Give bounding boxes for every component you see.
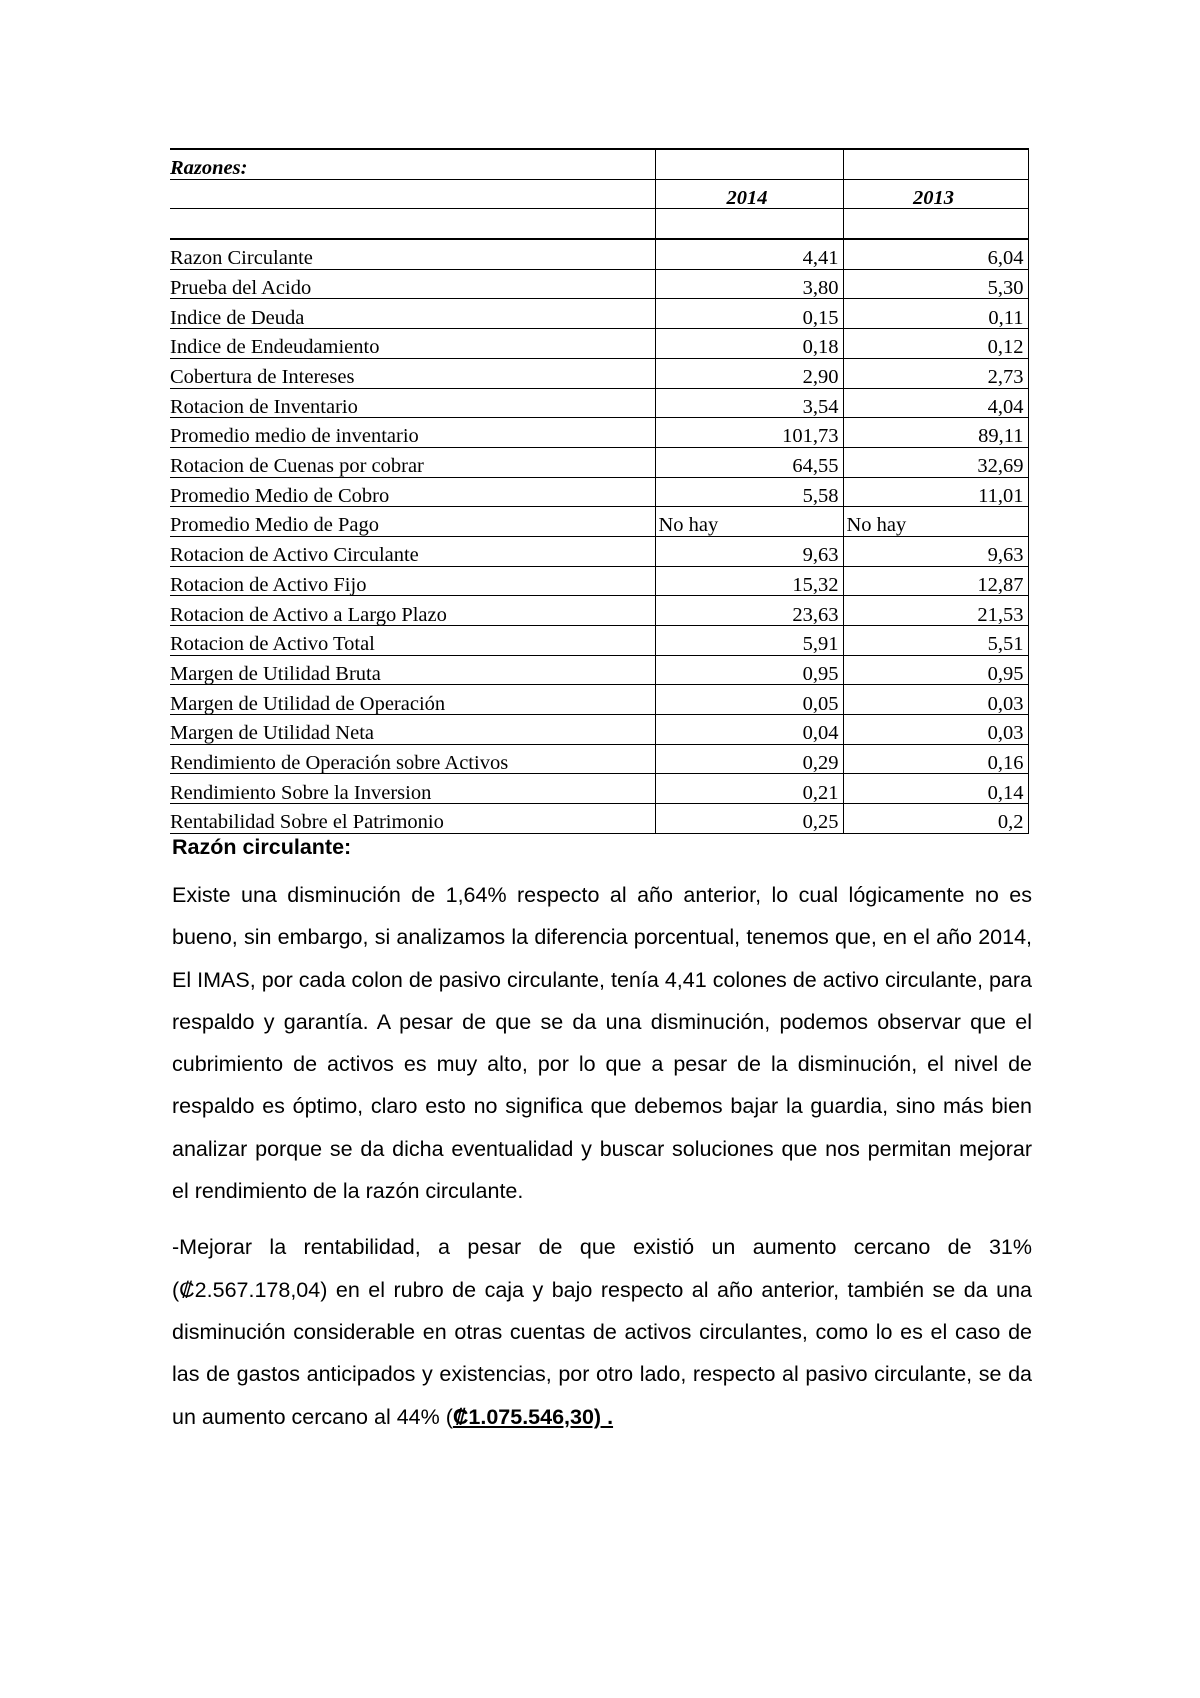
header-empty-cell (843, 209, 1028, 239)
value-2013: No hay (843, 507, 1028, 537)
value-2013: 2,73 (843, 358, 1028, 388)
year-header-row (170, 179, 1028, 209)
ratio-name: Indice de Endeudamiento (170, 329, 655, 359)
value-2013: 89,11 (843, 418, 1028, 448)
ratio-name: Margen de Utilidad Neta (170, 715, 655, 745)
table-title-row (170, 149, 1028, 179)
table-row (170, 299, 1028, 329)
value-2013: 0,2 (843, 804, 1028, 834)
value-2014: 5,58 (655, 477, 843, 507)
value-2014: 3,54 (655, 388, 843, 418)
section-heading: Razón circulante: (172, 835, 352, 859)
ratio-name: Promedio Medio de Pago (170, 507, 655, 537)
value-2014: 0,25 (655, 804, 843, 834)
table-row (170, 507, 1028, 537)
analysis-paragraph-2 (172, 1226, 1032, 1437)
ratio-name: Rotacion de Activo Fijo (170, 566, 655, 596)
ratio-name: Rotacion de Activo Circulante (170, 536, 655, 566)
value-2013: 12,87 (843, 566, 1028, 596)
value-2013: 5,30 (843, 269, 1028, 299)
value-2014: 0,15 (655, 299, 843, 329)
table-row (170, 685, 1028, 715)
year-header-2013: 2013 (843, 179, 1028, 209)
ratio-name: Rendimiento de Operación sobre Activos (170, 744, 655, 774)
table-row (170, 566, 1028, 596)
ratio-name: Razon Circulante (170, 239, 655, 269)
value-2014: 23,63 (655, 596, 843, 626)
table-title: Razones: (170, 149, 655, 179)
table-row (170, 744, 1028, 774)
header-empty-cell (170, 209, 655, 239)
table-row (170, 655, 1028, 685)
value-2013: 11,01 (843, 477, 1028, 507)
analysis-paragraph-1: Existe una disminución de 1,64% respecto al año anterior, lo cual lógicamente no es bueno, sin embargo, si analizamos la diferencia porcentual, tenemos que, en el año 2014, El IMAS, por cada colon de pasivo circulante, tenía 4,41 colones de activo circulante, para respaldo y garantía. A pesar de que se da una disminución, podemos observar que el cubrimiento de activos es muy alto, por lo que a pesar de la disminución, el nivel de respaldo es óptimo, claro esto no significa que debemos bajar la guardia, sino más bien analizar porque se da dicha eventualidad y buscar soluciones que nos permitan mejorar el rendimiento de la razón circulante. (172, 883, 1032, 1204)
value-2013: 0,12 (843, 329, 1028, 359)
value-2014: 3,80 (655, 269, 843, 299)
header-spacer-row (170, 209, 1028, 239)
value-2014: 0,21 (655, 774, 843, 804)
value-2013: 9,63 (843, 536, 1028, 566)
value-2014: 0,95 (655, 655, 843, 685)
value-2014: 101,73 (655, 418, 843, 448)
table-row (170, 358, 1028, 388)
ratio-name: Rotacion de Inventario (170, 388, 655, 418)
table-row (170, 477, 1028, 507)
table-row (170, 774, 1028, 804)
header-empty-cell (655, 209, 843, 239)
ratio-rows (170, 239, 1028, 833)
value-2013: 5,51 (843, 626, 1028, 656)
ratio-name: Rotacion de Activo a Largo Plazo (170, 596, 655, 626)
value-2014: 9,63 (655, 536, 843, 566)
ratio-name: Prueba del Acido (170, 269, 655, 299)
ratio-name: Rotacion de Activo Total (170, 626, 655, 656)
ratio-name: Indice de Deuda (170, 299, 655, 329)
table-row (170, 269, 1028, 299)
value-2013: 0,95 (843, 655, 1028, 685)
ratio-name: Rendimiento Sobre la Inversion (170, 774, 655, 804)
ratio-name: Cobertura de Intereses (170, 358, 655, 388)
table-row (170, 388, 1028, 418)
value-2013: 0,16 (843, 744, 1028, 774)
header-empty-cell (843, 149, 1028, 179)
highlighted-amount: ₡1.075.546,30) . (452, 1404, 614, 1429)
table-row (170, 447, 1028, 477)
value-2014: 0,05 (655, 685, 843, 715)
ratio-name: Promedio medio de inventario (170, 418, 655, 448)
year-header-2014: 2014 (655, 179, 843, 209)
value-2013: 6,04 (843, 239, 1028, 269)
value-2014: 0,29 (655, 744, 843, 774)
table-row (170, 418, 1028, 448)
value-2013: 0,14 (843, 774, 1028, 804)
value-2014: 0,18 (655, 329, 843, 359)
ratio-name: Margen de Utilidad de Operación (170, 685, 655, 715)
financial-ratios-table (170, 148, 1029, 834)
value-2013: 0,11 (843, 299, 1028, 329)
value-2014: 2,90 (655, 358, 843, 388)
ratio-name: Margen de Utilidad Bruta (170, 655, 655, 685)
ratios-table-container (170, 148, 1028, 834)
table-row (170, 239, 1028, 269)
value-2014: 5,91 (655, 626, 843, 656)
value-2013: 0,03 (843, 685, 1028, 715)
value-2014: No hay (655, 507, 843, 537)
value-2014: 64,55 (655, 447, 843, 477)
table-row (170, 804, 1028, 834)
ratio-name: Promedio Medio de Cobro (170, 477, 655, 507)
value-2013: 0,03 (843, 715, 1028, 745)
table-row (170, 626, 1028, 656)
analysis-paragraph-2-text: -Mejorar la rentabilidad, a pesar de que existió un aumento cercano de 31% (₡2.567.178,04) en el rubro de caja y bajo respecto al año anterior, también se da una disminución considerable en otras cuentas de activos circulantes, como lo es el caso de las de gastos anticipados y existencias, por otro lado, respecto al pasivo circulante, se da un aumento cercano al 44% ( (172, 1235, 1032, 1429)
header-empty-cell (655, 149, 843, 179)
value-2014: 15,32 (655, 566, 843, 596)
value-2014: 4,41 (655, 239, 843, 269)
table-row (170, 596, 1028, 626)
table-row (170, 329, 1028, 359)
analysis-section (172, 834, 1032, 1452)
value-2013: 32,69 (843, 447, 1028, 477)
ratio-name: Rotacion de Cuenas por cobrar (170, 447, 655, 477)
table-row (170, 536, 1028, 566)
table-row (170, 715, 1028, 745)
value-2013: 21,53 (843, 596, 1028, 626)
ratio-name: Rentabilidad Sobre el Patrimonio (170, 804, 655, 834)
value-2013: 4,04 (843, 388, 1028, 418)
value-2014: 0,04 (655, 715, 843, 745)
header-empty-cell (170, 179, 655, 209)
